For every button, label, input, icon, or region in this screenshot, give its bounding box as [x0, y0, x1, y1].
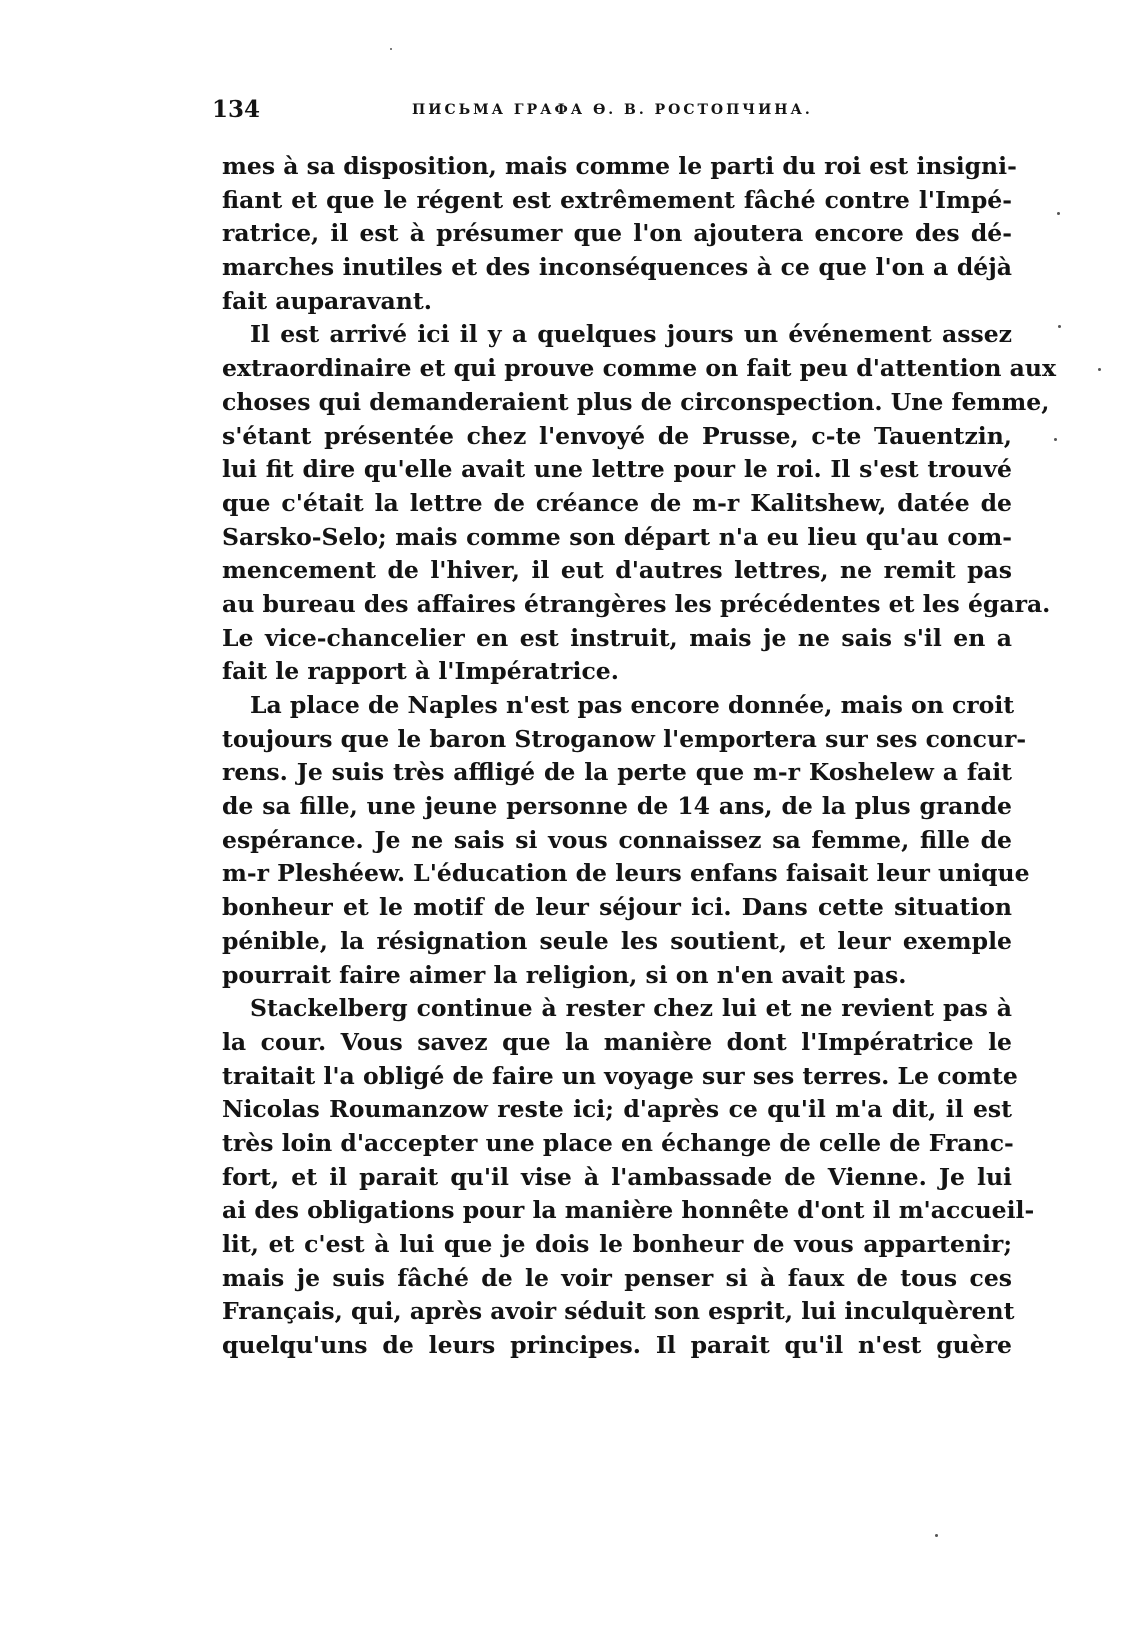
text-line: fiant et que le régent est extrêmement fâché contre l'Impé- [222, 185, 1012, 214]
text-line: ai des obligations pour la manière honnête d'ont il m'accueil- [222, 1196, 1035, 1225]
text-line: la cour. Vous savez que la manière dont l'Impératrice le [222, 1027, 1012, 1056]
text-line: choses qui demanderaient plus de circonspection. Une femme, [222, 387, 1050, 416]
text-line: pénible, la résignation seule les soutient, et leur exemple [222, 926, 1012, 955]
text-line: rens. Je suis très affligé de la perte que m-r Koshelew a fait [222, 758, 1012, 787]
text-line: fort, et il parait qu'il vise à l'ambassade de Vienne. Je lui [222, 1162, 1012, 1191]
scan-speck [1058, 325, 1061, 328]
scan-speck [1098, 368, 1101, 371]
running-head: ПИСЬМА ГРАФА Ө. В. РОСТОПЧИНА. [412, 102, 813, 118]
text-line: Il est arrivé ici il y a quelques jours un événement assez [250, 320, 1012, 349]
text-line: lui fit dire qu'elle avait une lettre pour le roi. Il s'est trouvé [222, 455, 1012, 484]
page-number: 134 [212, 96, 261, 123]
text-line: que c'était la lettre de créance de m-r Kalitshew, datée de [222, 488, 1012, 517]
text-line: m-r Pleshéew. L'éducation de leurs enfans faisait leur unique [222, 859, 1030, 888]
text-line: Français, qui, après avoir séduit son esprit, lui inculquèrent [222, 1297, 1015, 1326]
text-line: fait le rapport à l'Impératrice. [222, 657, 619, 686]
text-line: au bureau des affaires étrangères les précédentes et les égara. [222, 589, 1051, 618]
scan-speck [935, 1534, 938, 1537]
body-text [222, 150, 1056, 1363]
text-line: traitait l'a obligé de faire un voyage sur ses terres. Le comte [222, 1061, 1018, 1090]
text-line: La place de Naples n'est pas encore donnée, mais on croit [250, 691, 1015, 719]
text-line: Stackelberg continue à rester chez lui et ne revient pas à [250, 994, 1012, 1023]
text-line: très loin d'accepter une place en échange de celle de Franc- [222, 1128, 1014, 1157]
text-line: ratrice, il est à présumer que l'on ajoutera encore des dé- [222, 219, 1012, 248]
text-line: s'étant présentée chez l'envoyé de Prusse, c-te Tauentzin, [222, 421, 1012, 450]
scan-speck [1054, 438, 1057, 441]
text-line: marches inutiles et des inconséquences à ce que l'on a déjà [222, 253, 1012, 282]
text-line: Le vice-chancelier en est instruit, mais je ne sais s'il en a [222, 623, 1012, 652]
text-line: extraordinaire et qui prouve comme on fait peu d'attention aux [222, 354, 1056, 383]
text-line: mais je suis fâché de le voir penser si à faux de tous ces [222, 1263, 1012, 1292]
text-line: pourrait faire aimer la religion, si on n'en avait pas. [222, 960, 907, 989]
text-line: de sa fille, une jeune personne de 14 ans, de la plus grande [222, 792, 1012, 821]
text-line: mes à sa disposition, mais comme le parti du roi est insigni- [222, 152, 1017, 180]
scan-speck [390, 48, 392, 50]
text-line: quelqu'uns de leurs principes. Il parait qu'il n'est guère [222, 1331, 1012, 1360]
text-line: toujours que le baron Stroganow l'emportera sur ses concur- [222, 724, 1027, 753]
text-line: mencement de l'hiver, il eut d'autres lettres, ne remit pas [222, 556, 1012, 585]
text-line: Sarsko-Selo; mais comme son départ n'a eu lieu qu'au com- [222, 522, 1012, 551]
text-line: fait auparavant. [222, 286, 432, 315]
text-line: lit, et c'est à lui que je dois le bonheur de vous appartenir; [222, 1230, 1012, 1258]
scan-speck [1057, 212, 1060, 215]
text-line: bonheur et le motif de leur séjour ici. Dans cette situation [222, 893, 1012, 922]
page-header [212, 96, 1012, 123]
text-line: espérance. Je ne sais si vous connaissez sa femme, fille de [222, 825, 1012, 854]
text-line: Nicolas Roumanzow reste ici; d'après ce qu'il m'a dit, il est [222, 1095, 1012, 1124]
